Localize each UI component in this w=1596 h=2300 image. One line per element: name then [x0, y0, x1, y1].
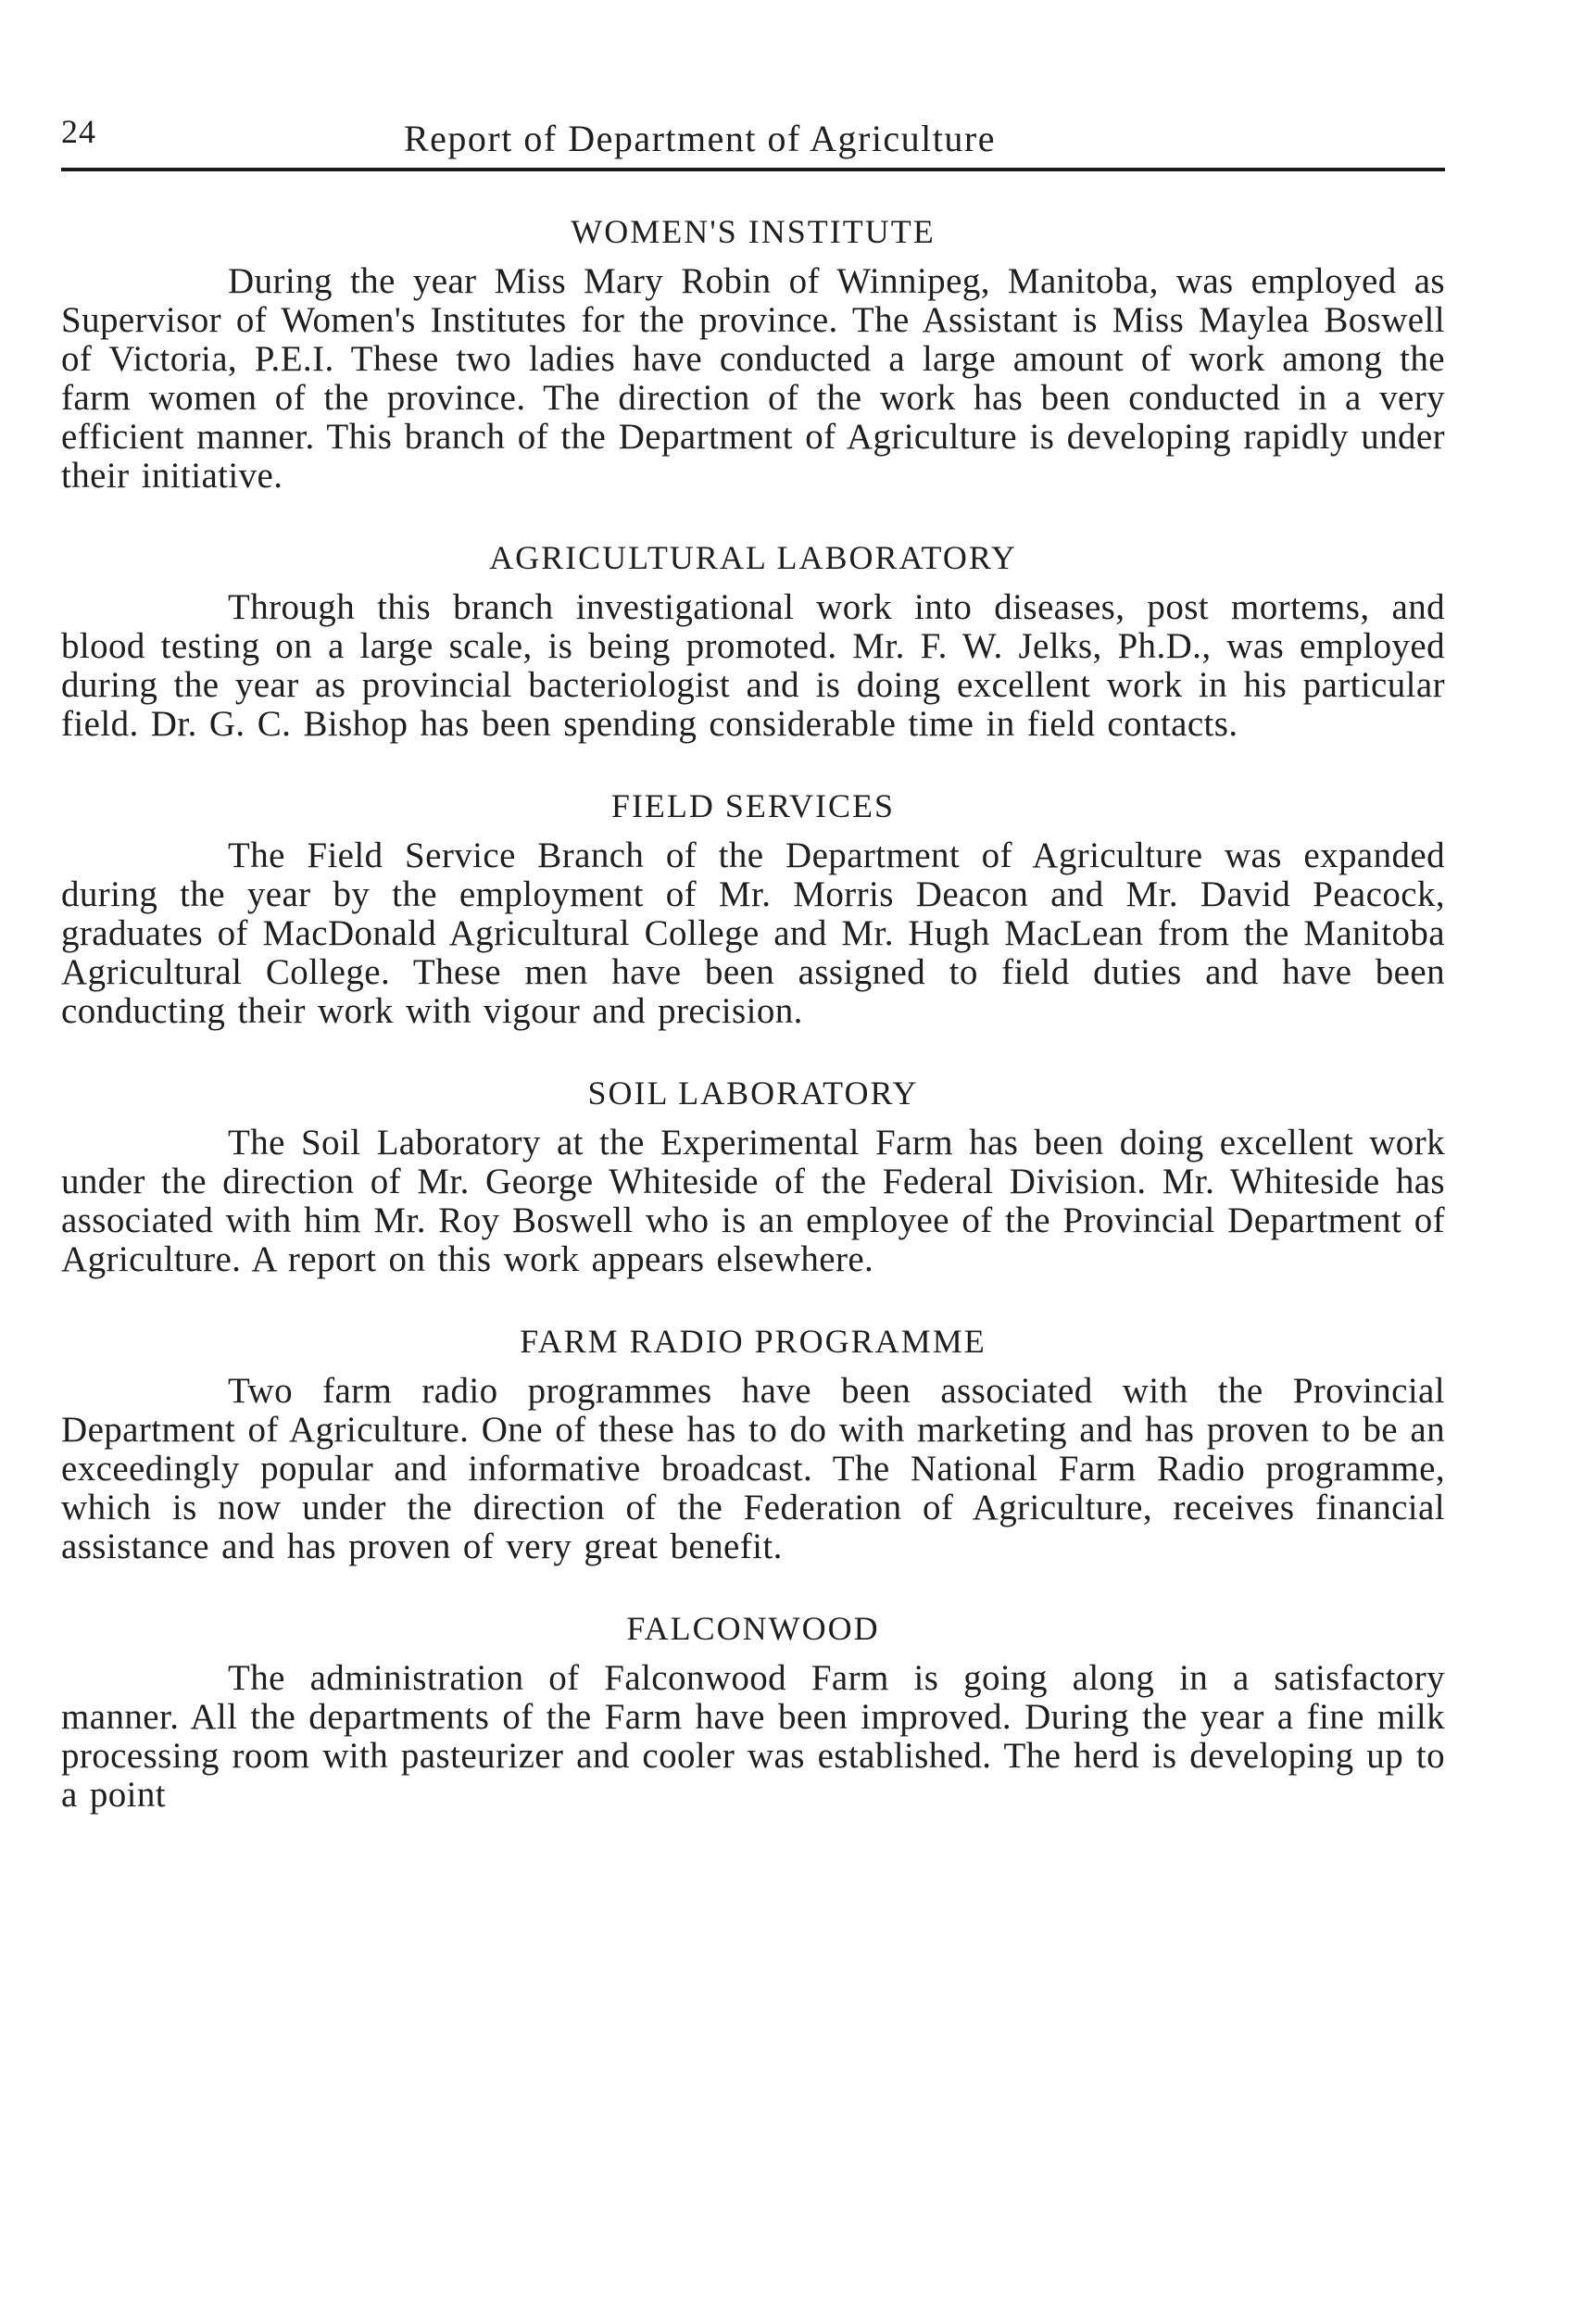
- section-paragraph: During the year Miss Mary Robin of Winnipeg, Manitoba, was employed as Supervisor of Women's Institutes for the province. The Assistant is Miss Maylea Boswell of Victoria, P.E.I. These two ladies have conducted a large amount of work among the farm women of the province. The direction of the work has been conducted in a very efficient manner. This branch of the Department of Agriculture is developing rapidly under their initiative.: [61, 261, 1445, 496]
- section-agricultural-laboratory: [61, 534, 1445, 744]
- section-paragraph: Through this branch investigational work into diseases, post mortems, and blood testing on a large scale, is being promoted. Mr. F. W. Jelks, Ph.D., was employed during the year as provincial bacteriologist and is doing excellent work in his particular field. Dr. G. C. Bishop has been spending considerable time in field contacts.: [61, 587, 1445, 744]
- section-paragraph: Two farm radio programmes have been associated with the Provincial Department of Agriculture. One of these has to do with marketing and has proven to be an exceedingly popular and informative broadcast. The National Farm Radio programme, which is now under the direction of the Federation of Agriculture, receives financial assistance and has proven of very great benefit.: [61, 1371, 1445, 1566]
- header-rule: [61, 168, 1445, 171]
- section-falconwood: [61, 1605, 1445, 1815]
- running-header: [61, 104, 1445, 159]
- section-soil-laboratory: [61, 1070, 1445, 1279]
- section-paragraph: The Soil Laboratory at the Experimental Farm has been doing excellent work under the direction of Mr. George Whiteside of the Federal Division. Mr. Whiteside has associated with him Mr. Roy Boswell who is an employee of the Provincial Department of Agriculture. A report on this work appears elsewhere.: [61, 1123, 1445, 1279]
- section-field-services: [61, 783, 1445, 1031]
- section-paragraph: The administration of Falconwood Farm is going along in a satisfactory manner. All the departments of the Farm have been improved. During the year a fine milk processing room with pasteurizer and cooler was established. The herd is developing up to a point: [61, 1658, 1445, 1815]
- section-heading: AGRICULTURAL LABORATORY: [489, 539, 1017, 576]
- section-heading: FARM RADIO PROGRAMME: [520, 1323, 987, 1360]
- section-heading: WOMEN'S INSTITUTE: [571, 213, 936, 250]
- section-paragraph: The Field Service Branch of the Department of Agriculture was expanded during the year by the employment of Mr. Morris Deacon and Mr. David Peacock, graduates of MacDonald Agricultural College and Mr. Hugh MacLean from the Manitoba Agricultural College. These men have been assigned to field duties and have been conducting their work with vigour and precision.: [61, 836, 1445, 1031]
- body-text: [61, 208, 1445, 1854]
- section-heading: FIELD SERVICES: [610, 787, 896, 824]
- page-number: 24: [61, 113, 96, 150]
- running-title: Report of Department of Agriculture: [404, 118, 996, 159]
- section-farm-radio-programme: [61, 1318, 1445, 1566]
- section-heading: SOIL LABORATORY: [587, 1075, 919, 1112]
- section-womens-institute: [61, 208, 1445, 496]
- section-heading: FALCONWOOD: [626, 1610, 880, 1647]
